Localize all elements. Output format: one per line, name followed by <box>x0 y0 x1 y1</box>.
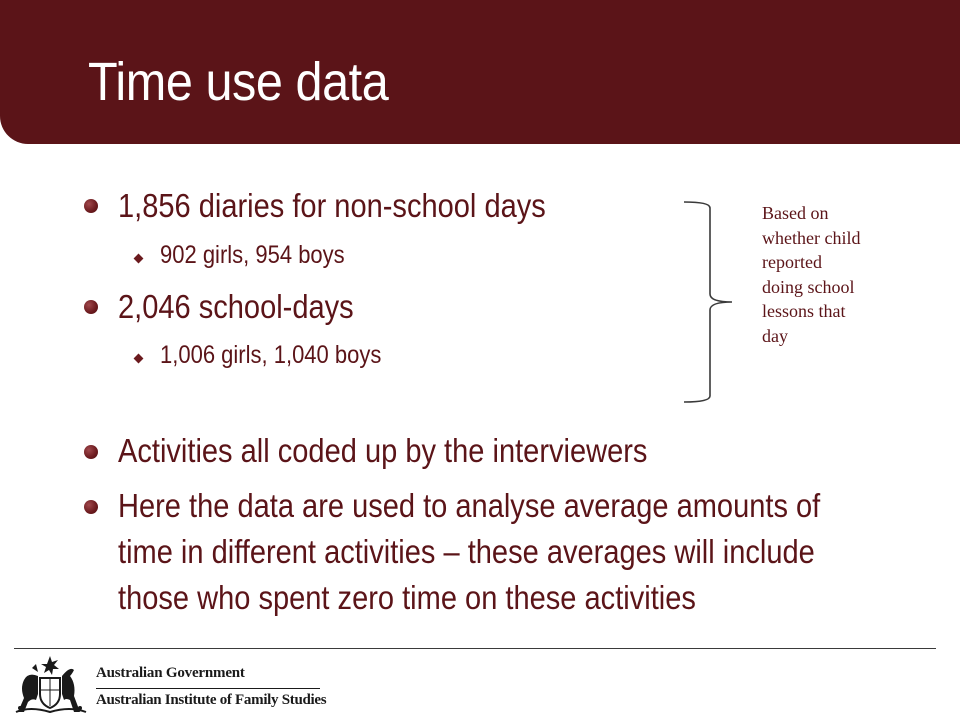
side-note-line: lessons that <box>762 301 846 321</box>
bullet-dot-icon <box>84 500 98 514</box>
curly-brace-icon <box>680 196 740 410</box>
sub-bullet-diamond-icon <box>134 354 144 364</box>
institute-label: Australian Institute of Family Studies <box>96 692 327 708</box>
footer-divider <box>14 648 936 649</box>
side-note-line: reported <box>762 252 822 272</box>
bullet-text-line: those who spent zero time on these activities <box>118 579 696 616</box>
bullet-text-line: Here the data are used to analyse average amounts of <box>118 487 821 524</box>
bullet-dot-icon <box>84 199 98 213</box>
sub-bullet-text: 902 girls, 954 boys <box>160 241 345 269</box>
sub-bullet-text: 1,006 girls, 1,040 boys <box>160 341 382 369</box>
side-note-line: day <box>762 325 788 346</box>
footer-text-divider <box>96 688 320 689</box>
bullet-text: Activities all coded up by the interviewers <box>118 432 648 469</box>
slide-title: Time use data <box>88 52 389 112</box>
bullet-dot-icon <box>84 300 98 314</box>
side-note-line: Based on <box>762 203 829 223</box>
side-note-line: doing school <box>762 276 855 297</box>
side-note <box>762 201 912 348</box>
government-label: Australian Government <box>96 665 245 681</box>
bullet-text: 2,046 school-days <box>118 288 354 325</box>
bullet-text: 1,856 diaries for non-school days <box>118 187 546 224</box>
sub-bullet-diamond-icon <box>134 254 144 264</box>
coat-of-arms-icon <box>10 654 90 716</box>
bullet-text-line: time in different activities – these averages will include <box>118 533 815 570</box>
side-note-line: whether child <box>762 227 861 248</box>
bullet-dot-icon <box>84 445 98 459</box>
